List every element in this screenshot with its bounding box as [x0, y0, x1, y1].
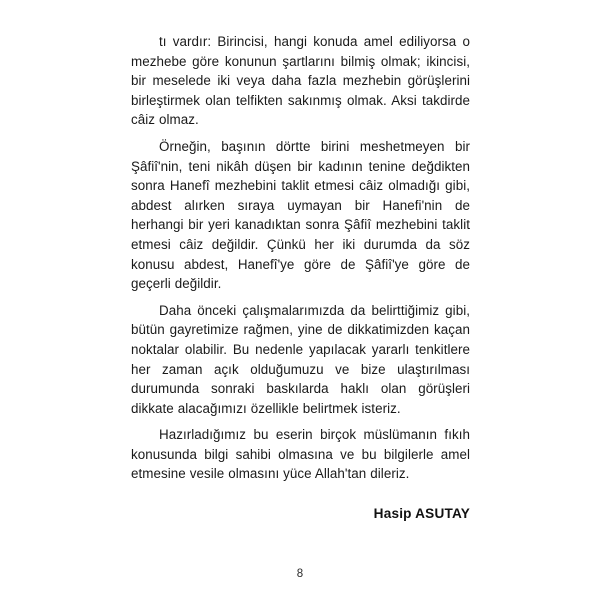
paragraph: Hazırladığımız bu eserin birçok müslümanın fıkıh konusunda bilgi sahibi olmasına ve bu bilgilerle amel etmesine vesile olmasını yüce Allah'tan dileriz. — [131, 427, 470, 482]
body-text-block — [131, 32, 470, 484]
paragraph: Örneğin, başının dörtte birini meshetmeyen bir Şâfiî'nin, teni nikâh düşen bir kadının tenine değdikten sonra Hanefî mezhebini taklit etmesi câiz olmadığı gibi, abdest alırken sıraya uymayan bir Hanefi'nin de herhangi bir yeri kanadıktan sonra Şâfiî mezhebini taklit etmesi câiz değildir. Çünkü her iki durumda da söz konusu abdest, Hanefî'ye göre de Şâfiî'ye göre de geçerli değildir. — [131, 138, 470, 292]
paragraph: Daha önceki çalışmalarımızda da belirttiğimiz gibi, bütün gayretimize rağmen, yine de dikkatimizden kaçan noktalar olabilir. Bu nedenle yapılacak yararlı tenkitlere her zaman açık olduğumuzu ve bize ulaştırılması durumunda sonraki baskılarda haklı olan görüşleri dikkate alacağımızı özellikle belirtmek isteriz. — [131, 302, 470, 416]
page-number: 8 — [296, 568, 304, 580]
author-signature: Hasip ASUTAY — [373, 506, 470, 521]
paragraph: tı vardır: Birincisi, hangi konuda amel ediliyorsa o mezhebe göre konunun şartlarını bilmiş olmak; ikincisi, bir meselede iki veya daha fazla mezhebin görüşlerini birleştirmek olan telfikten sakınmış olmak. Aksi takdirde câiz olmaz. — [131, 34, 470, 128]
